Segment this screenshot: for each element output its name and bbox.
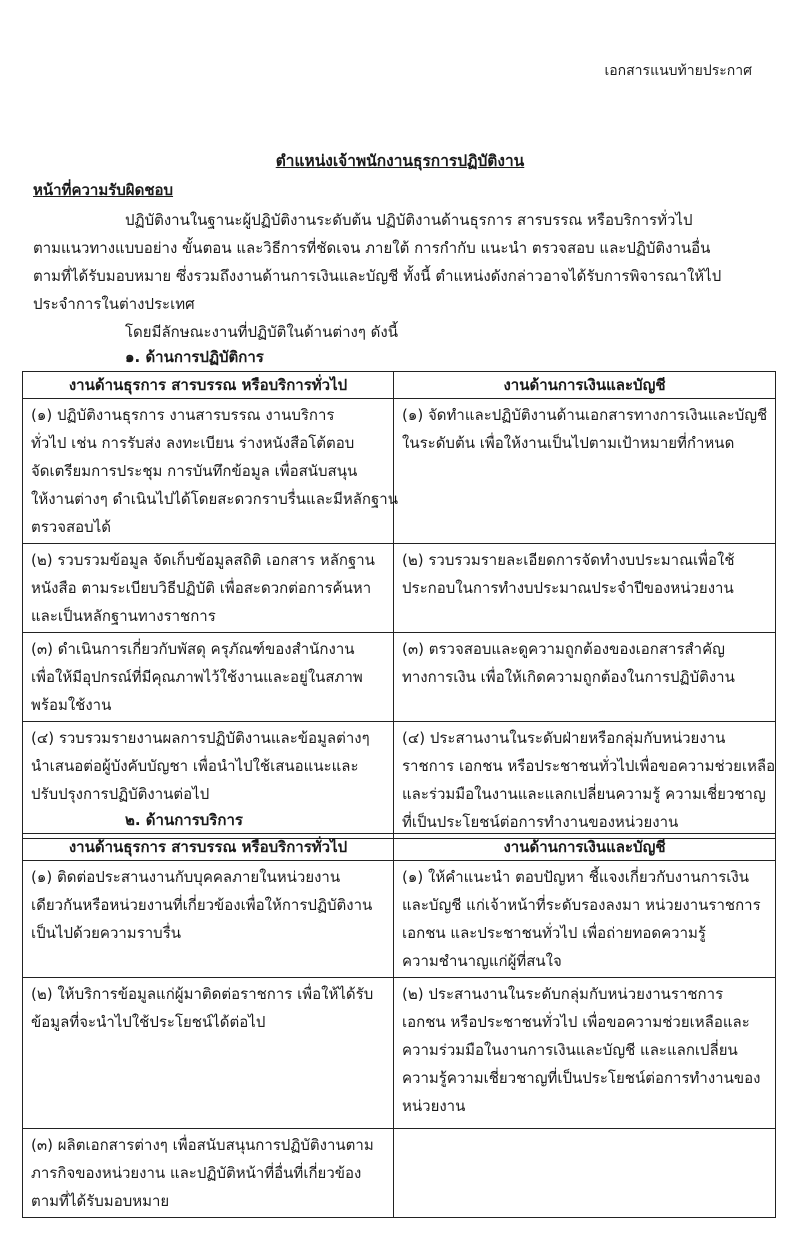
cell-line: (๒) รวบรวมรายละเอียดการจัดทำงบประมาณเพื่อใช้ bbox=[402, 551, 735, 569]
table-row bbox=[23, 1129, 776, 1218]
table-cell bbox=[394, 861, 776, 978]
cell-line: และเป็นหลักฐานทางราชการ bbox=[31, 607, 216, 625]
cell-line: จัดเตรียมการประชุม การบันทึกข้อมูล เพื่อสนับสนุน bbox=[31, 462, 358, 480]
section-heading-operations: ๑. ด้านการปฏิบัติการ bbox=[125, 348, 264, 366]
cell-line: (๓) ตรวจสอบและดูความถูกต้องของเอกสารสำคัญ bbox=[402, 640, 725, 658]
cell-line: ทั่วไป เช่น การรับส่ง ลงทะเบียน ร่างหนังสือโต้ตอบ bbox=[31, 434, 355, 452]
intro-lead: โดยมีลักษณะงานที่ปฏิบัติในด้านต่างๆ ดังนี้ bbox=[125, 323, 398, 341]
cell-line: ตรวจสอบได้ bbox=[31, 518, 111, 536]
table-cell bbox=[23, 1129, 394, 1218]
cell-line: เอกชน และประชาชนทั่วไป เพื่อถ่ายทอดความรู้ bbox=[402, 924, 706, 942]
services-table bbox=[22, 833, 776, 1218]
intro-line: ปฏิบัติงานในฐานะผู้ปฏิบัติงานระดับต้น ปฏิบัติงานด้านธุรการ สารบรรณ หรือบริการทั่วไป bbox=[125, 211, 693, 229]
intro-line: ประจำการในต่างประเทศ bbox=[33, 295, 195, 313]
cell-line: ความรู้ความเชี่ยวชาญที่เป็นประโยชน์ต่อการทำงานของ bbox=[402, 1069, 761, 1087]
cell-line: (๑) ปฏิบัติงานธุรการ งานสารบรรณ งานบริการ bbox=[31, 406, 335, 424]
cell-line: (๒) ให้บริการข้อมูลแก่ผู้มาติดต่อราชการ เพื่อให้ได้รับ bbox=[31, 985, 374, 1003]
cell-line: (๓) ดำเนินการเกี่ยวกับพัสดุ ครุภัณฑ์ของสำนักงาน bbox=[31, 640, 355, 658]
document-title: ตำแหน่งเจ้าพนักงานธุรการปฏิบัติงาน bbox=[275, 152, 525, 170]
cell-line: เป็นไปด้วยความราบรื่น bbox=[31, 924, 181, 942]
cell-line: ความร่วมมือในงานการเงินและบัญชี และแลกเปลี่ยน bbox=[402, 1041, 738, 1059]
table-row bbox=[23, 978, 776, 1129]
cell-line: (๔) ประสานงานในระดับฝ่ายหรือกลุ่มกับหน่วยงาน bbox=[402, 729, 726, 747]
cell-line: ราชการ เอกชน หรือประชาชนทั่วไปเพื่อขอความช่วยเหลือ bbox=[402, 757, 776, 775]
cell-line: ทางการเงิน เพื่อให้เกิดความถูกต้องในการปฏิบัติงาน bbox=[402, 668, 735, 686]
cell-line: ที่เป็นประโยชน์ต่อการทำงานของหน่วยงาน bbox=[402, 813, 679, 831]
table-cell bbox=[394, 399, 776, 544]
column-header: งานด้านการเงินและบัญชี bbox=[394, 372, 776, 399]
intro-line: ตามที่ได้รับมอบหมาย ซึ่งรวมถึงงานด้านการเงินและบัญชี ทั้งนี้ ตำแหน่งดังกล่าวอาจได้รับการพิจารณาให้ไป bbox=[33, 267, 722, 285]
table-cell bbox=[394, 544, 776, 633]
table-cell bbox=[23, 978, 394, 1129]
table-cell bbox=[23, 399, 398, 544]
table-cell bbox=[394, 633, 776, 722]
table-cell bbox=[394, 722, 776, 839]
cell-line: (๒) ประสานงานในระดับกลุ่มกับหน่วยงานราชการ bbox=[402, 985, 724, 1003]
intro-line: ตามแนวทางแบบอย่าง ขั้นตอน และวิธีการที่ชัดเจน ภายใต้ การกำกับ แนะนำ ตรวจสอบ และปฏิบัติงานอื่น bbox=[33, 239, 711, 257]
cell-line: ความชำนาญแก่ผู้ที่สนใจ bbox=[402, 952, 562, 970]
cell-line: ตามที่ได้รับมอบหมาย bbox=[31, 1192, 170, 1210]
column-header: งานด้านการเงินและบัญชี bbox=[394, 834, 776, 861]
cell-line: และบัญชี แก่เจ้าหน้าที่ระดับรองลงมา หน่วยงานราชการ bbox=[402, 896, 761, 914]
cell-line: หนังสือ ตามระเบียบวิธีปฏิบัติ เพื่อสะดวกต่อการค้นหา bbox=[31, 579, 372, 597]
cell-line: ประกอบในการทำงบประมาณประจำปีของหน่วยงาน bbox=[402, 579, 734, 597]
cell-line: (๓) ผลิตเอกสารต่างๆ เพื่อสนับสนุนการปฏิบัติงานตาม bbox=[31, 1136, 374, 1154]
cell-line: (๑) ติดต่อประสานงานกับบุคคลภายในหน่วยงาน bbox=[31, 868, 341, 886]
table-row bbox=[23, 861, 776, 978]
table-header-row bbox=[23, 834, 776, 861]
cell-line: (๒) รวบรวมข้อมูล จัดเก็บข้อมูลสถิติ เอกสาร หลักฐาน bbox=[31, 551, 375, 569]
intro-paragraph bbox=[33, 206, 773, 346]
cell-line: ข้อมูลที่จะนำไปใช้ประโยชน์ได้ต่อไป bbox=[31, 1013, 266, 1031]
cell-line: (๑) จัดทำและปฏิบัติงานด้านเอกสารทางการเงินและบัญชี bbox=[402, 406, 768, 424]
table-header-row bbox=[23, 372, 776, 399]
cell-line: ให้งานต่างๆ ดำเนินไปได้โดยสะดวกราบรื่นและมีหลักฐาน bbox=[31, 490, 398, 508]
table-cell bbox=[23, 861, 394, 978]
cell-line: นำเสนอต่อผู้บังคับบัญชา เพื่อนำไปใช้เสนอแนะและ bbox=[31, 757, 359, 775]
table-row bbox=[23, 544, 776, 633]
responsibilities-heading: หน้าที่ความรับผิดชอบ bbox=[33, 181, 174, 199]
cell-line: ปรับปรุงการปฏิบัติงานต่อไป bbox=[31, 785, 210, 803]
table-cell bbox=[23, 633, 394, 722]
table-cell bbox=[394, 1129, 776, 1218]
header-note: เอกสารแนบท้ายประกาศ bbox=[604, 63, 752, 79]
section-heading-services: ๒. ด้านการบริการ bbox=[125, 811, 243, 829]
cell-line: ในระดับต้น เพื่อให้งานเป็นไปตามเป้าหมายที่กำหนด bbox=[402, 434, 735, 452]
table-row bbox=[23, 399, 776, 544]
table-cell bbox=[23, 544, 394, 633]
operations-table bbox=[22, 371, 776, 839]
cell-line: ภารกิจของหน่วยงาน และปฏิบัติหน้าที่อื่นที่เกี่ยวข้อง bbox=[31, 1164, 362, 1182]
table-row bbox=[23, 633, 776, 722]
column-header: งานด้านธุรการ สารบรรณ หรือบริการทั่วไป bbox=[23, 834, 394, 861]
cell-line: (๔) รวบรวมรายงานผลการปฏิบัติงานและข้อมูลต่างๆ bbox=[31, 729, 370, 747]
column-header: งานด้านธุรการ สารบรรณ หรือบริการทั่วไป bbox=[23, 372, 394, 399]
cell-line: และร่วมมือในงานและแลกเปลี่ยนความรู้ ความเชี่ยวชาญ bbox=[402, 785, 766, 803]
cell-line: เพื่อให้มีอุปกรณ์ที่มีคุณภาพไว้ใช้งานและอยู่ในสภาพ bbox=[31, 668, 363, 686]
table-cell bbox=[394, 978, 776, 1129]
cell-line: พร้อมใช้งาน bbox=[31, 696, 112, 714]
cell-line: หน่วยงาน bbox=[402, 1097, 466, 1115]
cell-line: (๑) ให้คำแนะนำ ตอบปัญหา ชี้แจงเกี่ยวกับงานการเงิน bbox=[402, 868, 749, 886]
cell-line: เอกชน หรือประชาชนทั่วไป เพื่อขอความช่วยเหลือและ bbox=[402, 1013, 750, 1031]
cell-line: เดียวกันหรือหน่วยงานที่เกี่ยวข้องเพื่อให้การปฏิบัติงาน bbox=[31, 896, 373, 914]
